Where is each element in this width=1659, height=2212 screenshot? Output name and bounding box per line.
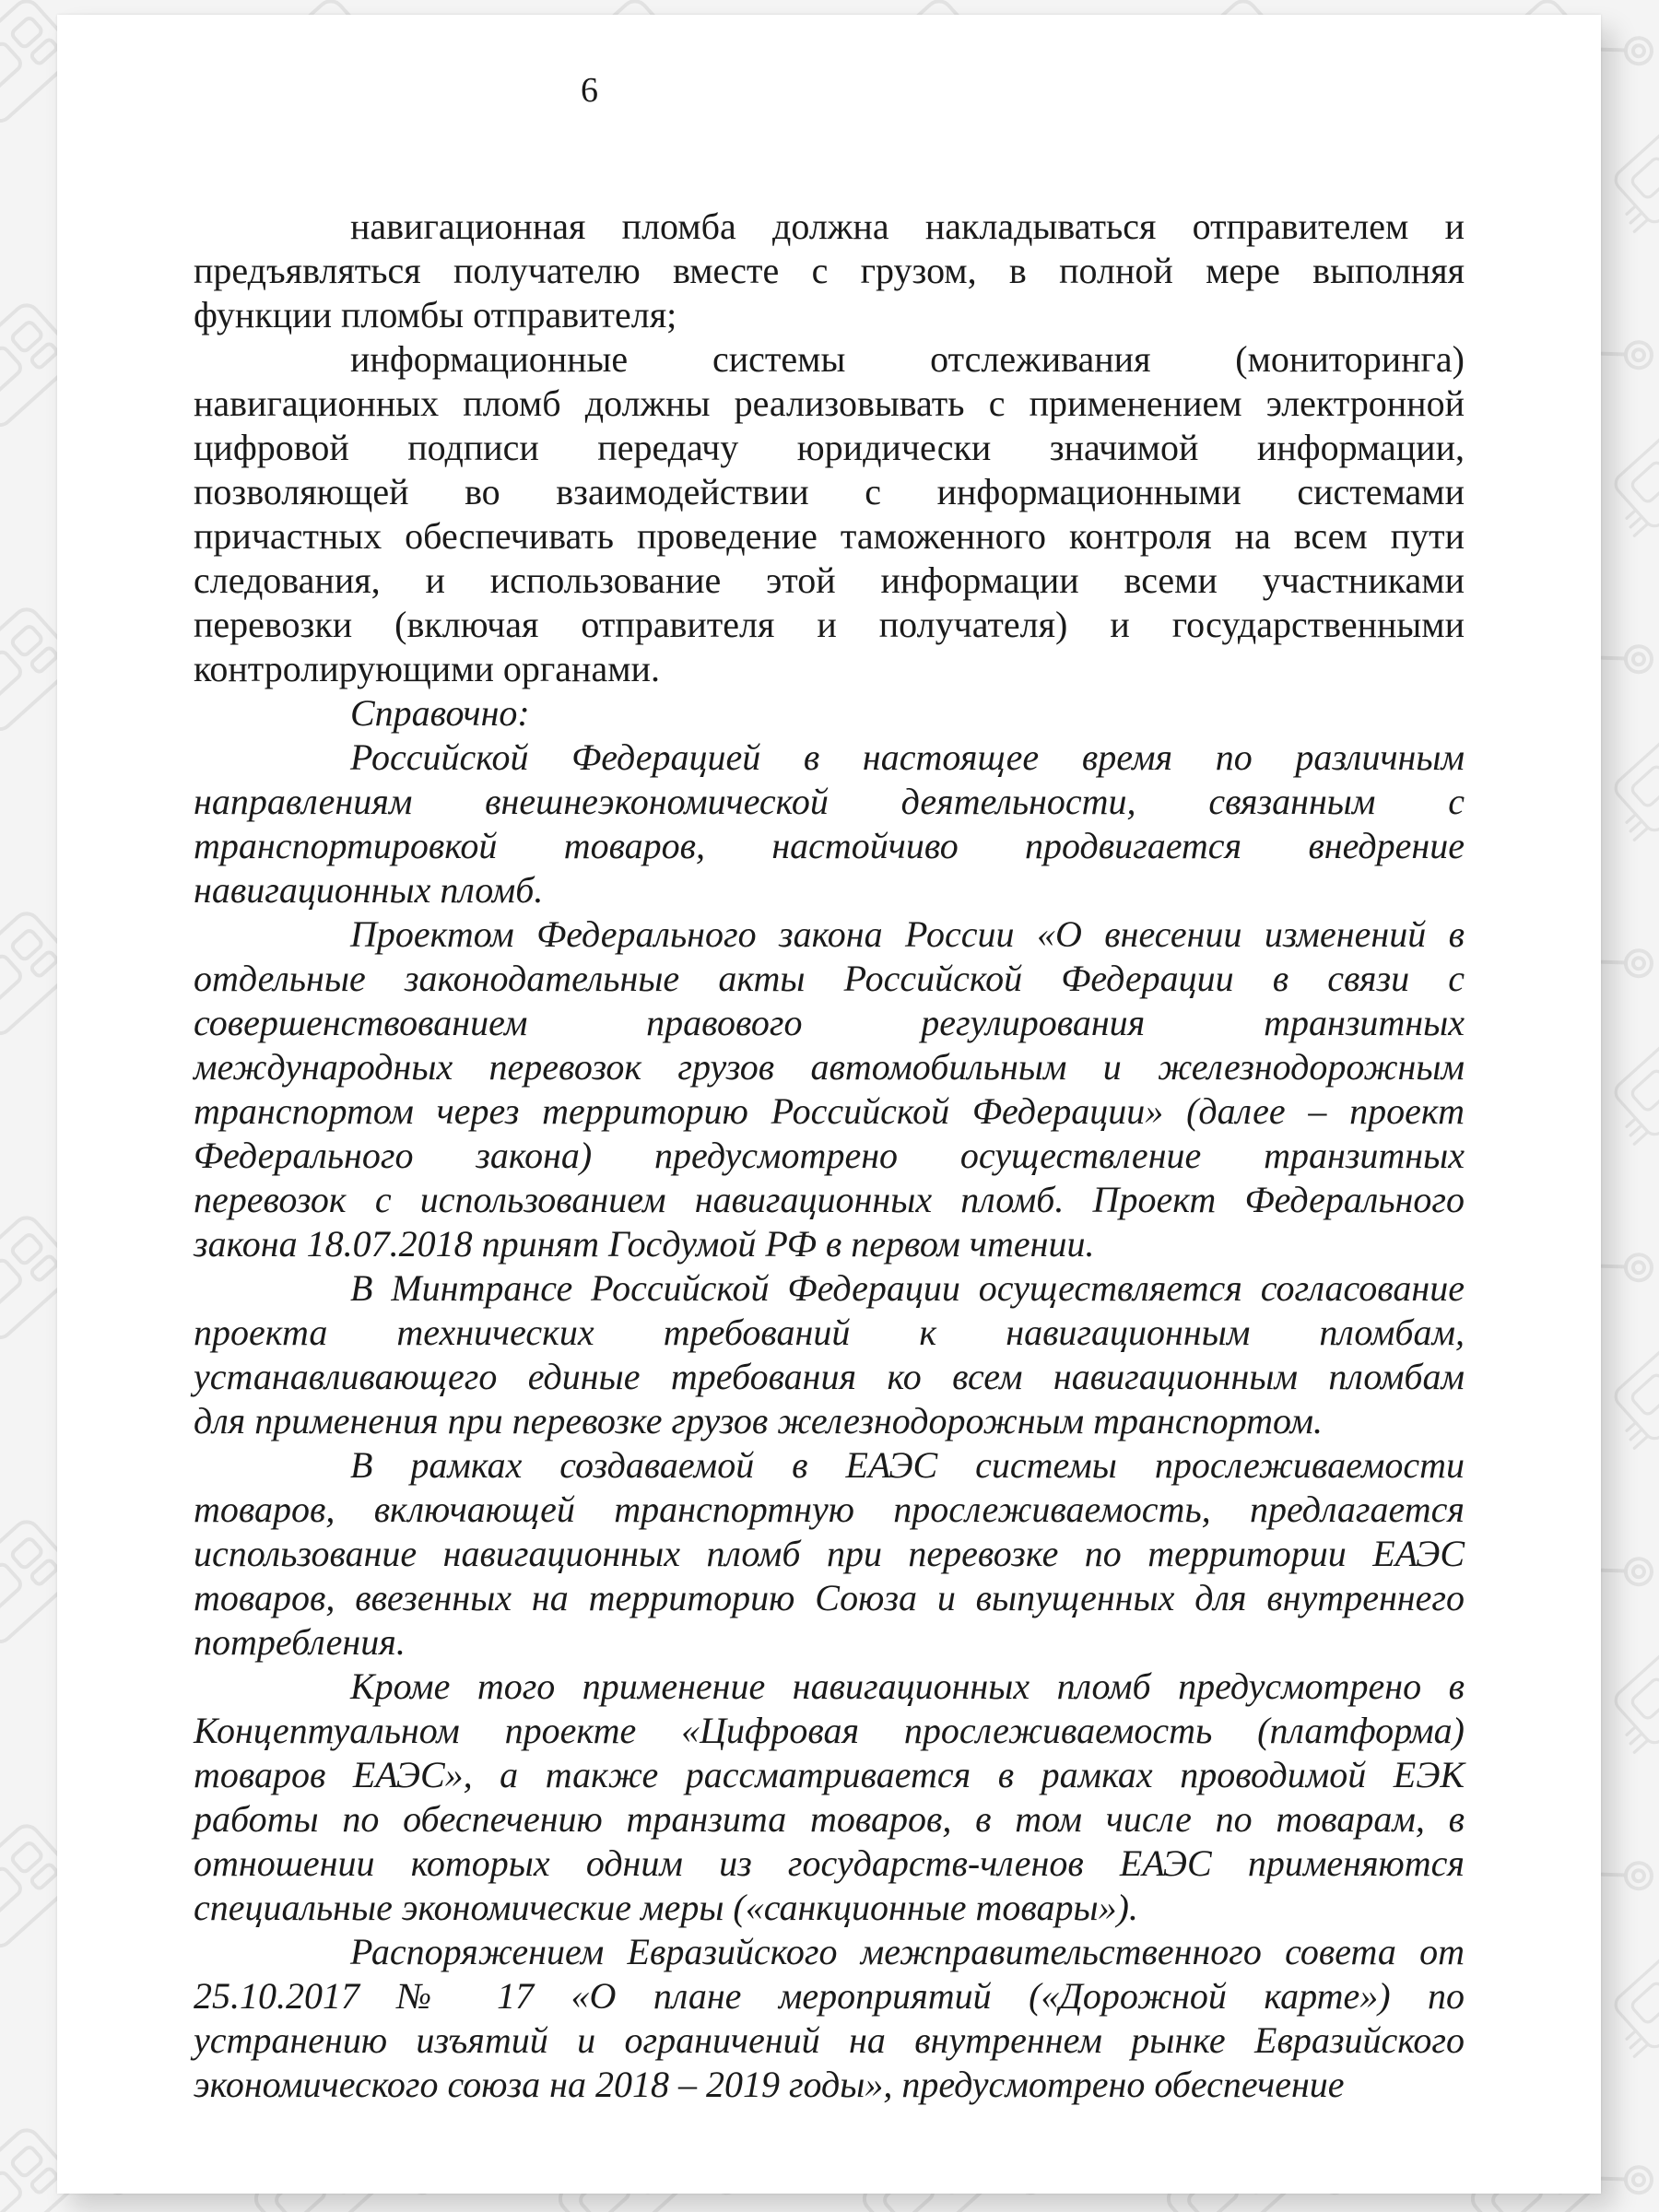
text-line: Справочно: xyxy=(350,692,530,734)
text-line: контролирующими органами. xyxy=(194,648,660,689)
text-line: потребления. xyxy=(194,1621,406,1663)
text-line: информационные системы отслеживания (мониторинга) xyxy=(350,338,1465,380)
paragraph xyxy=(194,735,1465,912)
document-text xyxy=(194,205,1465,2107)
text-line: работы по обеспечению транзита товаров, в том числе по товарам, в xyxy=(194,1798,1465,1840)
text-line: устранению изъятий и ограничений на внутреннем рынке Евразийского xyxy=(194,2019,1465,2061)
text-line: направлениям внешнеэкономической деятельности, связанным с xyxy=(194,781,1465,822)
text-line: использование навигационных пломб при перевозке по территории ЕАЭС xyxy=(194,1533,1465,1574)
text-line: В Минтрансе Российской Федерации осуществляется согласование xyxy=(350,1267,1465,1309)
text-line: отдельные законодательные акты Российской Федерации в связи с xyxy=(194,958,1465,999)
text-line: специальные экономические меры («санкционные товары»). xyxy=(194,1887,1138,1928)
paragraph xyxy=(194,1930,1465,2107)
text-line: навигационных пломб должны реализовывать с применением электронной xyxy=(194,382,1465,424)
text-line: Распоряжением Евразийского межправительственного совета от xyxy=(350,1931,1465,1972)
paragraph xyxy=(194,1443,1465,1665)
text-line: экономического союза на 2018 – 2019 годы», предусмотрено обеспечение xyxy=(194,2064,1345,2105)
text-line: навигационных пломб. xyxy=(194,869,544,911)
text-line: Федерального закона) предусмотрено осуществление транзитных xyxy=(194,1135,1465,1176)
paragraph xyxy=(194,1665,1465,1930)
text-line: закона 18.07.2018 принят Госдумой РФ в первом чтении. xyxy=(194,1223,1095,1265)
text-line: устанавливающего единые требования ко всем навигационным пломбам xyxy=(194,1356,1465,1397)
text-line: Проектом Федерального закона России «О внесении изменений в xyxy=(350,913,1465,955)
paragraph xyxy=(194,205,1465,337)
text-line: функции пломбы отправителя; xyxy=(194,294,677,335)
text-line: Кроме того применение навигационных пломб предусмотрено в xyxy=(350,1665,1465,1707)
paragraph xyxy=(194,1266,1465,1443)
text-line: отношении которых одним из государств-членов ЕАЭС применяются xyxy=(194,1842,1465,1884)
text-line: транспортировкой товаров, настойчиво продвигается внедрение xyxy=(194,825,1465,866)
text-line: перевозок с использованием навигационных пломб. Проект Федерального xyxy=(194,1179,1465,1220)
text-line: товаров, включающей транспортную прослеживаемость, предлагается xyxy=(194,1488,1465,1530)
paragraph xyxy=(194,691,1465,735)
text-line: следования, и использование этой информации всеми участниками xyxy=(194,559,1465,601)
text-line: товаров, ввезенных на территорию Союза и выпущенных для внутреннего xyxy=(194,1577,1465,1618)
text-line: цифровой подписи передачу юридически значимой информации, xyxy=(194,427,1465,468)
document-page xyxy=(57,15,1601,2194)
text-line: транспортом через территорию Российской Федерации» (далее – проект xyxy=(194,1090,1465,1132)
page-number: 6 xyxy=(581,71,598,110)
text-line: предъявляться получателю вместе с грузом, в полной мере выполняя xyxy=(194,250,1465,291)
text-line: международных перевозок грузов автомобильным и железнодорожным xyxy=(194,1046,1465,1088)
paragraph xyxy=(194,912,1465,1266)
text-line: Концептуальном проекте «Цифровая прослеживаемость (платформа) xyxy=(194,1710,1465,1751)
text-line: перевозки (включая отправителя и получателя) и государственными xyxy=(194,604,1465,645)
text-line: Российской Федерацией в настоящее время по различным xyxy=(350,736,1465,778)
text-line: навигационная пломба должна накладываться отправителем и xyxy=(350,206,1465,247)
text-line: товаров ЕАЭС», а также рассматривается в рамках проводимой ЕЭК xyxy=(194,1754,1465,1795)
paragraph xyxy=(194,337,1465,691)
text-line: позволяющей во взаимодействии с информационными системами xyxy=(194,471,1465,512)
text-line: причастных обеспечивать проведение таможенного контроля на всем пути xyxy=(194,515,1465,557)
text-line: проекта технических требований к навигационным пломбам, xyxy=(194,1312,1465,1353)
text-line: для применения при перевозке грузов железнодорожным транспортом. xyxy=(194,1400,1323,1441)
text-line: В рамках создаваемой в ЕАЭС системы прослеживаемости xyxy=(350,1444,1465,1486)
text-line: совершенствованием правового регулирования транзитных xyxy=(194,1002,1465,1043)
text-line: 25.10.2017 № 17 «О плане мероприятий («Дорожной карте») по xyxy=(194,1975,1465,2017)
